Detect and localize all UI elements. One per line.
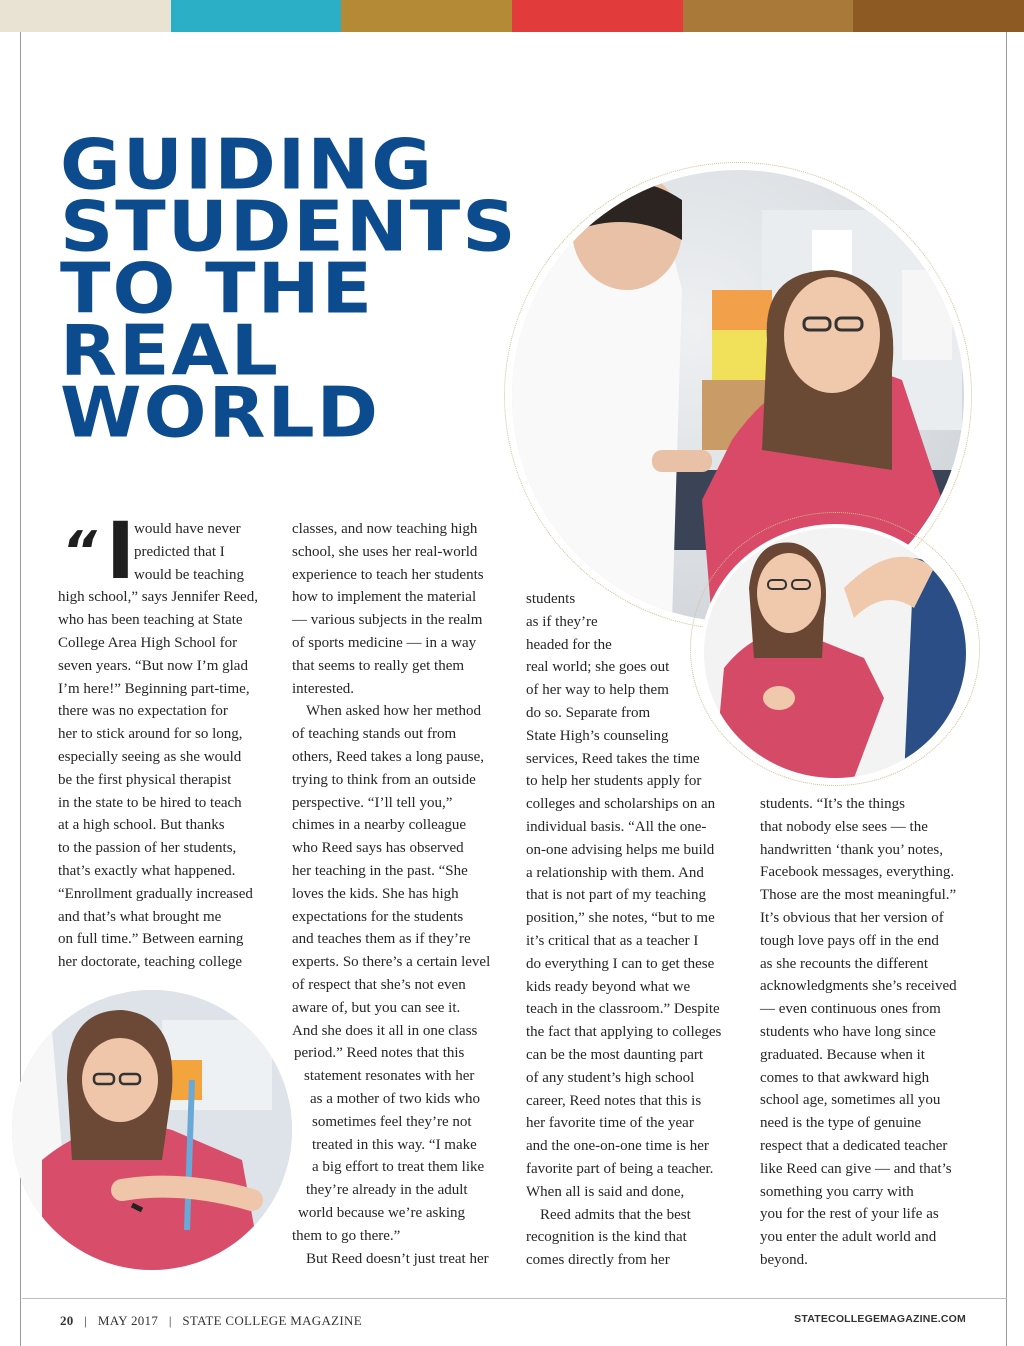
text-line: a big effort to treat them like xyxy=(312,1159,485,1176)
issue-date: MAY 2017 xyxy=(97,1313,159,1328)
text-line: interested. xyxy=(292,680,355,697)
text-line: College Area High School for xyxy=(58,634,238,651)
text-line: that’s exactly what happened. xyxy=(58,862,236,879)
text-line: like Reed can give — and that’s xyxy=(760,1160,952,1177)
text-line: do everything I can to get these xyxy=(526,955,715,972)
text-line: expectations for the students xyxy=(292,908,464,925)
stripe-3 xyxy=(341,0,512,32)
article-column-3 xyxy=(526,588,741,1272)
text-line: on full time.” Between earning xyxy=(58,931,244,948)
headline-line: GUIDING xyxy=(60,124,434,206)
text-line: I’m here!” Beginning part-time, xyxy=(58,680,250,697)
text-line: When asked how her method xyxy=(306,703,481,720)
text-line: and that’s what brought me xyxy=(58,908,222,925)
text-line: loves the kids. She has high xyxy=(292,885,459,902)
headline-line: TO THE xyxy=(60,248,375,330)
text-line: handwritten ‘thank you’ notes, xyxy=(760,841,944,858)
text-line: you for the rest of your life as xyxy=(760,1206,939,1223)
text-line: that seems to really get them xyxy=(292,657,465,674)
text-line: to help her students apply for xyxy=(526,773,702,790)
magazine-name: STATE COLLEGE MAGAZINE xyxy=(182,1313,362,1328)
text-line: high school,” says Jennifer Reed, xyxy=(58,589,258,606)
website-url: STATECOLLEGEMAGAZINE.COM xyxy=(794,1313,966,1325)
text-line: position,” she notes, “but to me xyxy=(526,910,715,927)
text-line: them to go there.” xyxy=(292,1227,401,1244)
headline-line: WORLD xyxy=(60,372,381,454)
article-column-2 xyxy=(292,518,507,1270)
footer-separator: | xyxy=(77,1313,95,1328)
text-line: But Reed doesn’t just treat her xyxy=(306,1250,489,1267)
page-footer-left xyxy=(60,1313,362,1329)
stripe-1 xyxy=(0,0,171,32)
text-line: teach in the classroom.” Despite xyxy=(526,1001,720,1018)
text-line: school, she uses her real-world xyxy=(292,543,478,560)
text-line: — even continuous ones from xyxy=(760,1001,941,1018)
text-line: headed for the xyxy=(526,636,612,653)
photo-illustration xyxy=(704,528,966,778)
text-line: State High’s counseling xyxy=(526,727,669,744)
text-line: predicted that I xyxy=(134,543,225,560)
text-line: at a high school. But thanks xyxy=(58,817,225,834)
drop-cap-letter: I xyxy=(106,507,136,597)
text-line: students who have long since xyxy=(760,1023,936,1040)
text-line: And she does it all in one class xyxy=(292,1022,478,1039)
top-color-stripes xyxy=(0,0,1024,32)
text-line: real world; she goes out xyxy=(526,659,670,676)
text-line: as if they’re xyxy=(526,613,598,630)
text-line: Facebook messages, everything. xyxy=(760,864,955,881)
text-line: of her way to help them xyxy=(526,682,669,699)
text-line: a relationship with them. And xyxy=(526,864,704,881)
text-line: It’s obvious that her version of xyxy=(760,909,944,926)
text-line: something you carry with xyxy=(760,1183,914,1200)
text-line: that is not part of my teaching xyxy=(526,887,706,904)
text-line: who has been teaching at State xyxy=(58,612,243,629)
text-line: perspective. “I’ll tell you,” xyxy=(292,794,453,811)
text-line: comes directly from her xyxy=(526,1252,670,1269)
text-line: Those are the most meaningful.” xyxy=(760,887,957,904)
text-line: it’s critical that as a teacher I xyxy=(526,932,699,949)
text-line: experts. So there’s a certain level xyxy=(292,954,491,971)
text-line: favorite part of being a teacher. xyxy=(526,1160,714,1177)
text-line: comes to that awkward high xyxy=(760,1069,930,1086)
text-line: can be the most daunting part xyxy=(526,1046,704,1063)
text-line: kids ready beyond what we xyxy=(526,978,691,995)
text-line: there was no expectation for xyxy=(58,703,228,720)
stripe-5 xyxy=(683,0,854,32)
text-line: especially seeing as she would xyxy=(58,748,242,765)
text-line: would be teaching xyxy=(134,566,244,583)
text-line: of sports medicine — in a way xyxy=(292,634,477,651)
article-column-4 xyxy=(760,793,975,1272)
text-line: do so. Separate from xyxy=(526,704,651,721)
stripe-2 xyxy=(171,0,342,32)
text-line: students xyxy=(526,591,576,607)
stripe-6 xyxy=(853,0,1024,32)
stripe-4 xyxy=(512,0,683,32)
text-line: to the passion of her students, xyxy=(58,840,237,857)
text-line: graduated. Because when it xyxy=(760,1046,925,1063)
photo-illustration xyxy=(12,990,292,1270)
text-line: who Reed says has observed xyxy=(292,840,464,857)
text-line: and teaches them as if they’re xyxy=(292,931,471,948)
text-line: sometimes feel they’re not xyxy=(312,1113,472,1130)
text-line: her doctorate, teaching college xyxy=(58,954,243,971)
text-line: experience to teach her students xyxy=(292,566,484,583)
text-line: students. “It’s the things xyxy=(760,796,905,812)
footer-separator: | xyxy=(161,1313,179,1328)
text-line: Reed admits that the best xyxy=(540,1206,691,1223)
text-line: trying to think from an outside xyxy=(292,771,476,788)
text-line: — various subjects in the realm xyxy=(292,612,483,629)
text-line: beyond. xyxy=(760,1251,808,1268)
text-line: be the first physical therapist xyxy=(58,771,232,788)
text-line: of respect that she’s not even xyxy=(292,976,466,993)
text-line: tough love pays off in the end xyxy=(760,932,939,949)
text-line: recognition is the kind that xyxy=(526,1229,687,1246)
text-line: as she recounts the different xyxy=(760,955,928,972)
text-line: services, Reed takes the time xyxy=(526,750,700,767)
text-line: aware of, but you can see it. xyxy=(292,999,461,1016)
text-line: period.” Reed notes that this xyxy=(294,1045,465,1062)
text-line: When all is said and done, xyxy=(526,1183,685,1200)
text-line: her favorite time of the year xyxy=(526,1115,694,1132)
footer-rule xyxy=(22,1298,1007,1299)
text-line: of any student’s high school xyxy=(526,1069,695,1086)
text-line: they’re already in the adult xyxy=(306,1182,468,1199)
text-line: as a mother of two kids who xyxy=(310,1090,480,1107)
text-line: school age, sometimes all you xyxy=(760,1092,941,1109)
text-line: you enter the adult world and xyxy=(760,1229,937,1246)
article-headline xyxy=(60,124,520,454)
text-line: treated in this way. “I make xyxy=(312,1136,477,1153)
text-line: on-one advising helps me build xyxy=(526,841,715,858)
text-line: of teaching stands out from xyxy=(292,726,457,743)
text-line: world because we’re asking xyxy=(298,1204,466,1221)
text-line: respect that a dedicated teacher xyxy=(760,1137,948,1154)
headline-line: STUDENTS xyxy=(60,186,518,268)
text-line: career, Reed notes that this is xyxy=(526,1092,702,1109)
photo-teacher-measuring xyxy=(12,990,292,1270)
text-line: and the one-on-one time is her xyxy=(526,1138,709,1155)
text-line: “Enrollment gradually increased xyxy=(58,885,253,902)
text-line: in the state to be hired to teach xyxy=(58,794,242,811)
text-line: seven years. “But now I’m glad xyxy=(58,657,248,674)
page-number: 20 xyxy=(60,1313,74,1328)
text-line: her to stick around for so long, xyxy=(58,726,243,743)
article-column-1 xyxy=(58,507,268,974)
text-line: statement resonates with her xyxy=(304,1068,475,1085)
drop-cap-quote: “ xyxy=(62,520,97,583)
text-line: how to implement the material xyxy=(292,589,477,606)
text-line: colleges and scholarships on an xyxy=(526,796,716,813)
text-line: others, Reed takes a long pause, xyxy=(292,748,485,765)
text-line: her teaching in the past. “She xyxy=(292,862,468,879)
text-line: classes, and now teaching high xyxy=(292,521,478,537)
text-line: acknowledgments she’s received xyxy=(760,978,957,995)
page-edge-right xyxy=(1006,32,1007,1346)
text-line: would have never xyxy=(134,521,241,537)
text-line: individual basis. “All the one- xyxy=(526,818,707,835)
headline-line: REAL xyxy=(60,310,280,392)
text-line: need is the type of genuine xyxy=(760,1115,922,1132)
text-line: chimes in a nearby colleague xyxy=(292,817,467,834)
text-line: the fact that applying to colleges xyxy=(526,1024,722,1041)
text-line: that nobody else sees — the xyxy=(760,818,928,835)
